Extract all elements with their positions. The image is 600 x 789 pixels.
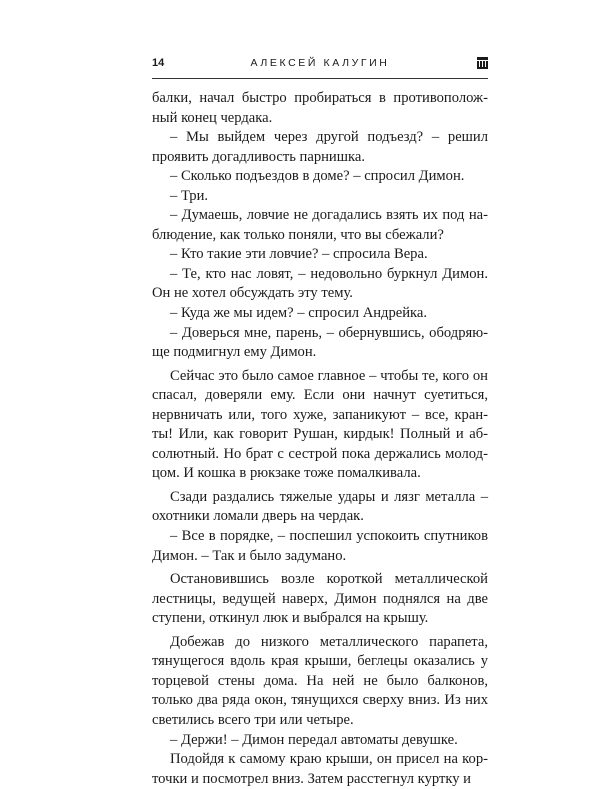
paragraph: Сейчас это было самое главное – чтобы те, кого он спасал, доверяли ему. Если они начнут суетиться, нервничать или, того хуже, запаникуют – все, кранты! Или, как говорит Рушан, кирдык! Полный и абсолютный. Но брат с сестрой пока держались молодцом. И кошка в рюкзаке тоже помалкивала. (152, 367, 488, 482)
paragraph: Подойдя к самому краю крыши, он присел на корточки и посмотрел вниз. Затем расстегнул куртку и (152, 751, 488, 787)
paragraph: – Те, кто нас ловят, – недовольно буркнул Димон. Он не хотел обсуждать эту тему. (152, 265, 488, 302)
page-number: 14 (152, 57, 165, 69)
paragraph: Сзади раздались тяжелые удары и лязг металла – охотники ломали дверь на чердак. (152, 488, 488, 525)
paragraph: – Доверься мне, парень, – обернувшись, ободряюще подмигнул ему Димон. (152, 324, 488, 361)
paragraph: – Куда же мы идем? – спросил Андрейка. (170, 305, 428, 322)
paragraph: – Все в порядке, – поспешил успокоить спутников Димон. – Так и было задумано. (152, 528, 488, 564)
paragraph: – Думаешь, ловчие не догадались взять их под наблюдение, как только поняли, что вы сбежали? (152, 207, 488, 243)
running-header (152, 56, 488, 79)
paragraph: – Мы выйдем через другой подъезд? – решил проявить догадливость парнишка. (152, 129, 488, 165)
paragraph: – Сколько подъездов в доме? – спросил Димон. (170, 168, 465, 185)
paragraph: – Кто такие эти ловчие? – спросила Вера. (170, 246, 428, 263)
running-title: АЛЕКСЕЙ КАЛУГИН (250, 57, 390, 69)
text-body (152, 89, 488, 789)
publisher-logo-icon (477, 57, 488, 69)
paragraph: Остановившись возле короткой металлической лестницы, ведущей наверх, Димон поднялся на две ступени, откинул люк и выбрался на крышу. (152, 571, 488, 627)
paragraph: – Держи! – Димон передал автоматы девушке. (170, 731, 458, 748)
paragraph: балки, начал быстро пробираться в противоположный конец чердака. (152, 90, 488, 126)
paragraph: Добежав до низкого металлического парапета, тянущегося вдоль края крыши, беглецы оказались у торцевой стены дома. На ней не было балконов, только два ряда окон, тянущихся сверху вниз. Из них светились всего три или четыре. (152, 633, 488, 728)
paragraph: – Три. (170, 187, 209, 204)
